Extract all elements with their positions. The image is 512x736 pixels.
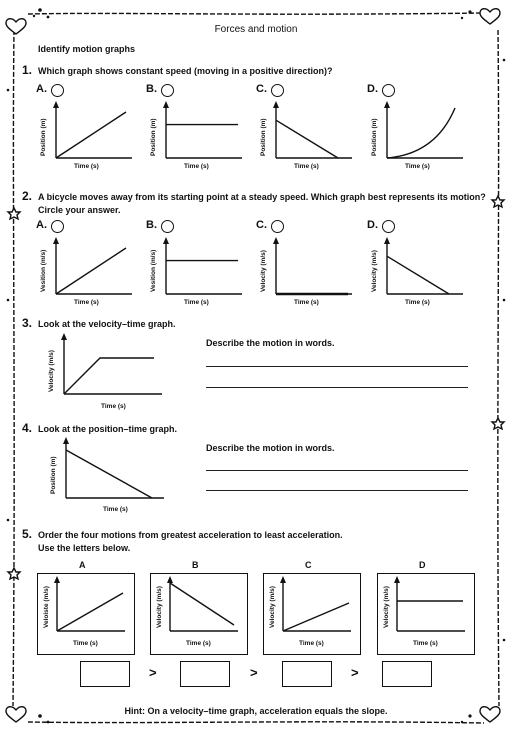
graph-line <box>56 112 126 158</box>
question-3-text: Look at the velocity–time graph. <box>38 319 176 329</box>
q5-panel-c-graph <box>281 579 355 635</box>
q1-option-3-label: C. <box>256 83 267 95</box>
q1-option-2-choice-circle[interactable] <box>161 84 174 97</box>
graph-line <box>387 108 455 158</box>
q1-option-3-y-axis-label: Position (m) <box>260 118 267 156</box>
question-5-instruction: Use the letters below. <box>38 543 131 553</box>
q5-panel-b-letter: B <box>192 560 199 570</box>
graph-line <box>57 593 123 631</box>
q5-panel-d-y-axis-label: Velocity (m/s) <box>383 586 390 628</box>
q2-option-4-choice-circle[interactable] <box>382 220 395 233</box>
graph-line <box>276 120 338 158</box>
q2-option-4-label: D. <box>367 219 378 231</box>
q4-describe-prompt: Describe the motion in words. <box>206 443 335 453</box>
q4-answer-line-2[interactable] <box>206 490 468 491</box>
q2-option-2-y-axis-label: Vesition (m/s) <box>150 249 157 292</box>
question-3-number: 3. <box>22 316 33 330</box>
greater-than-symbol: > <box>149 665 157 680</box>
q3-describe-prompt: Describe the motion in words. <box>206 338 335 348</box>
worksheet-subtitle: Identify motion graphs <box>38 44 136 54</box>
question-1-text: Which graph shows constant speed (moving in a positive direction)? <box>38 66 333 76</box>
q1-option-1-label: A. <box>36 83 47 95</box>
q4-answer-line-1[interactable] <box>206 470 468 471</box>
q5-panel-d-letter: D <box>419 560 426 570</box>
q2-option-1-choice-circle[interactable] <box>51 220 64 233</box>
q4-position-time-graph <box>64 440 164 502</box>
star-icon <box>492 196 504 207</box>
q2-option-3-y-axis-label: Velocity (m/s) <box>260 250 267 292</box>
q4-y-axis-label: Position (m) <box>50 456 57 494</box>
q5-panel-b-x-axis-label: Time (s) <box>186 640 211 647</box>
star-icon <box>8 208 20 219</box>
q1-option-4-y-axis-label: Position (m) <box>371 118 378 156</box>
q2-option-1-x-axis-label: Time (s) <box>74 299 99 306</box>
q5-panel-c-letter: C <box>305 560 312 570</box>
q1-option-3-choice-circle[interactable] <box>271 84 284 97</box>
q2-option-2-label: B. <box>146 219 157 231</box>
q2-option-3-x-axis-label: Time (s) <box>294 299 319 306</box>
star-icon <box>8 568 20 579</box>
q1-option-1-choice-circle[interactable] <box>51 84 64 97</box>
q3-answer-line-1[interactable] <box>206 366 468 367</box>
q2-option-4-graph <box>385 240 467 298</box>
q2-option-3-graph <box>274 240 356 298</box>
page-title: Forces and motion <box>214 24 298 35</box>
q5-panel-a-graph <box>55 579 129 635</box>
q1-option-1-y-axis-label: Position (m) <box>40 118 47 156</box>
q2-option-3-choice-circle[interactable] <box>271 220 284 233</box>
q2-option-1-y-axis-label: Vesition (m/s) <box>40 249 47 292</box>
q5-panel-b-graph <box>168 579 242 635</box>
question-5-text: Order the four motions from greatest acceleration to least acceleration. <box>38 530 343 540</box>
answer-box-1[interactable] <box>80 661 130 687</box>
question-5-number: 5. <box>22 527 33 541</box>
greater-than-symbol: > <box>351 665 359 680</box>
question-4-number: 4. <box>22 421 33 435</box>
question-2-number: 2. <box>22 189 33 203</box>
q1-option-4-graph <box>385 104 467 162</box>
q3-x-axis-label: Time (s) <box>101 403 126 410</box>
question-2-text: A bicycle moves away from its starting point at a steady speed. Which graph best represents its motion? <box>38 192 486 202</box>
question-4-text: Look at the position–time graph. <box>38 424 178 434</box>
star-icon <box>492 418 504 429</box>
q1-option-2-graph <box>164 104 246 162</box>
answer-box-2[interactable] <box>180 661 230 687</box>
q1-option-2-y-axis-label: Position (m) <box>150 118 157 156</box>
q5-panel-c-x-axis-label: Time (s) <box>299 640 324 647</box>
q5-panel-b-y-axis-label: Velocity (m/s) <box>156 586 163 628</box>
q1-option-2-x-axis-label: Time (s) <box>184 163 209 170</box>
q2-option-3-label: C. <box>256 219 267 231</box>
q1-option-4-label: D. <box>367 83 378 95</box>
answer-box-4[interactable] <box>382 661 432 687</box>
q3-y-axis-label: Velocity (m/s) <box>48 350 55 392</box>
q2-option-2-choice-circle[interactable] <box>161 220 174 233</box>
q5-panel-d-graph <box>395 579 469 635</box>
q1-option-3-x-axis-label: Time (s) <box>294 163 319 170</box>
q5-panel-a-letter: A <box>79 560 86 570</box>
q1-option-4-x-axis-label: Time (s) <box>405 163 430 170</box>
question-2-instruction: Circle your answer. <box>38 205 121 215</box>
question-1-number: 1. <box>22 63 33 77</box>
answer-box-3[interactable] <box>282 661 332 687</box>
q2-option-1-label: A. <box>36 219 47 231</box>
q2-option-4-x-axis-label: Time (s) <box>405 299 430 306</box>
q2-option-2-x-axis-label: Time (s) <box>184 299 209 306</box>
graph-line <box>387 256 449 294</box>
q5-panel-a-x-axis-label: Time (s) <box>73 640 98 647</box>
greater-than-symbol: > <box>250 665 258 680</box>
q1-option-3-graph <box>274 104 356 162</box>
heart-icon <box>480 9 500 24</box>
q1-option-2-label: B. <box>146 83 157 95</box>
graph-line <box>56 248 126 294</box>
q4-x-axis-label: Time (s) <box>103 506 128 513</box>
q3-velocity-time-graph <box>62 336 162 402</box>
q1-option-1-x-axis-label: Time (s) <box>74 163 99 170</box>
q5-panel-c-y-axis-label: Velocity (m/s) <box>269 586 276 628</box>
q1-option-4-choice-circle[interactable] <box>382 84 395 97</box>
q5-panel-a-y-axis-label: Veloiste (m/s) <box>43 586 50 628</box>
q1-option-1-graph <box>54 104 136 162</box>
q5-panel-d-x-axis-label: Time (s) <box>413 640 438 647</box>
hint-text: Hint: On a velocity–time graph, acceleration equals the slope. <box>124 706 388 716</box>
q2-option-4-y-axis-label: Velocity (m/s) <box>371 250 378 292</box>
graph-line <box>283 603 349 631</box>
q2-option-1-graph <box>54 240 136 298</box>
graph-line <box>170 583 234 625</box>
q3-answer-line-2[interactable] <box>206 387 468 388</box>
q2-option-2-graph <box>164 240 246 298</box>
